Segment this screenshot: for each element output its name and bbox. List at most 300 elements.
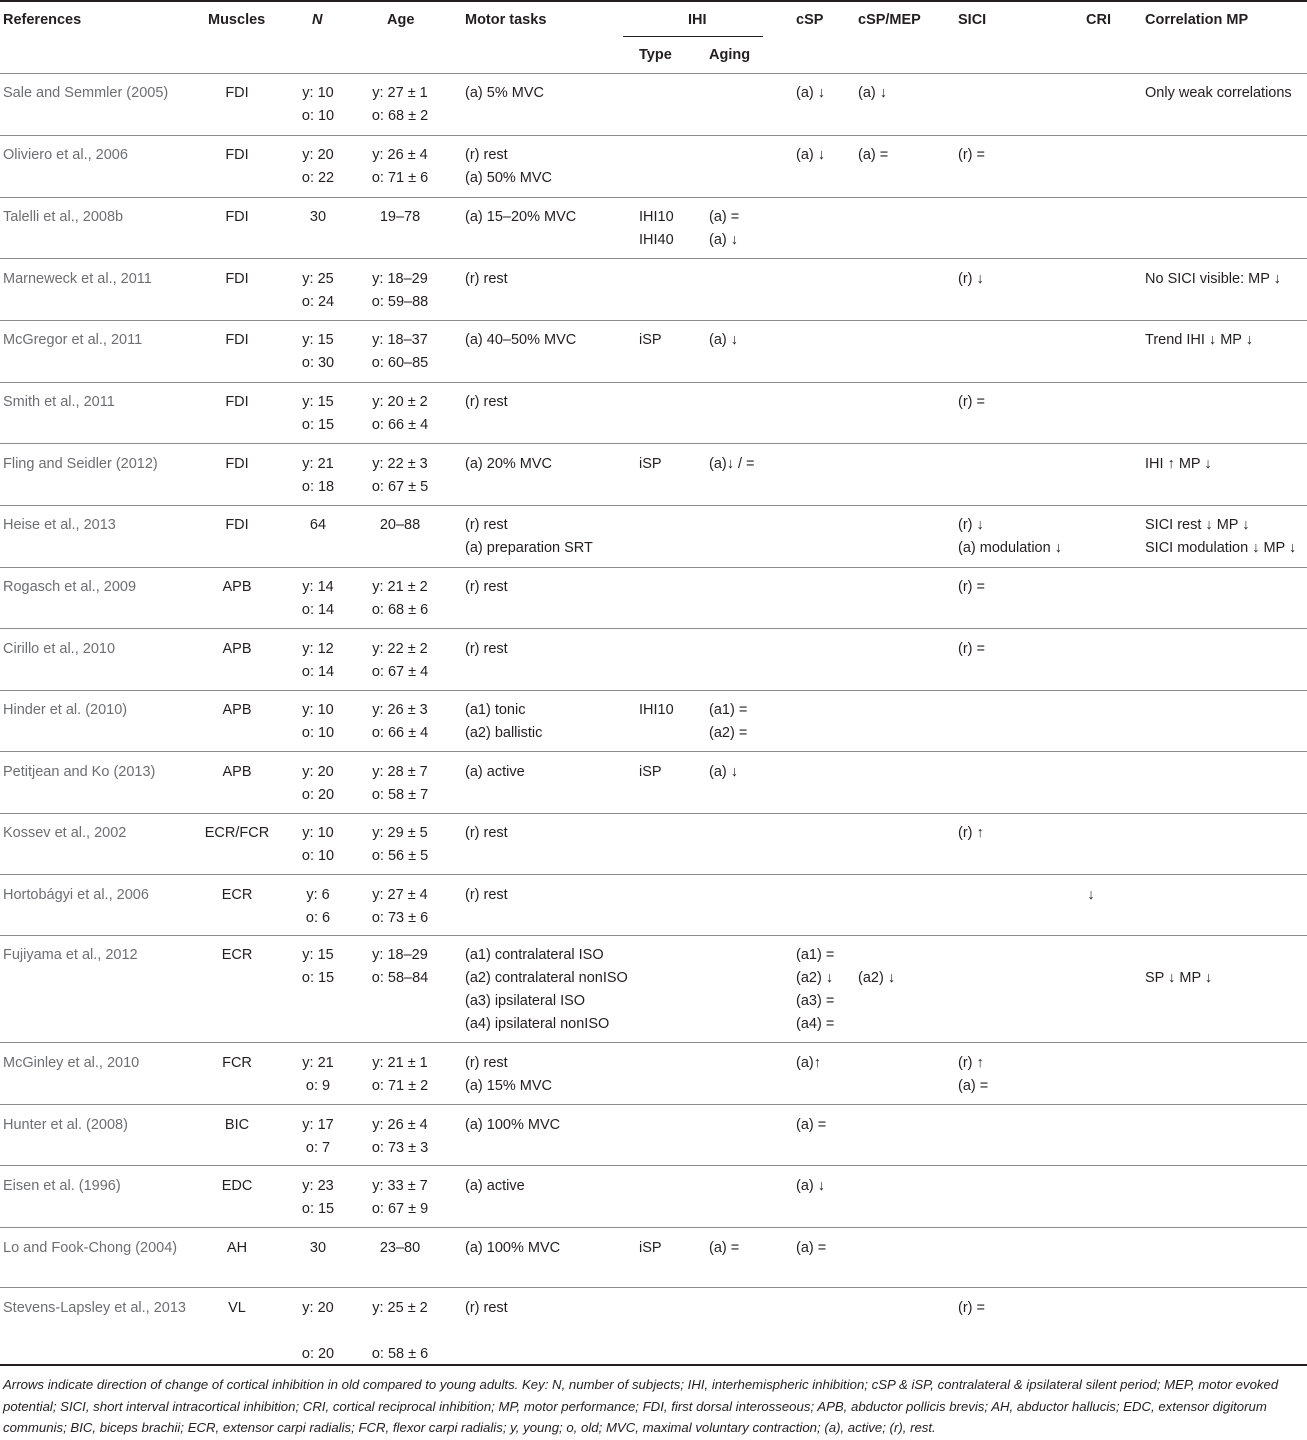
row-divider xyxy=(0,1165,1307,1166)
cell-line: o: 10 xyxy=(301,725,335,741)
cell-line: (r) rest xyxy=(465,1300,508,1316)
header-ihi: IHI xyxy=(688,12,707,28)
cell-reference xyxy=(3,1176,198,1197)
cell-line xyxy=(1031,699,1151,722)
cell-line xyxy=(1031,1052,1151,1075)
cell-line xyxy=(1031,1297,1151,1320)
cell-line: FDI xyxy=(225,209,249,225)
cell-line: y: 26 ± 4 xyxy=(372,1117,428,1133)
cell-reference xyxy=(3,269,198,290)
row-divider xyxy=(0,628,1307,629)
cell-line: APB xyxy=(222,702,252,718)
cell-line: AH xyxy=(226,1240,248,1256)
cell-line: (a) = xyxy=(796,1240,827,1256)
cell-correlation-mp xyxy=(1145,453,1212,476)
cell-ihi-type xyxy=(639,761,662,784)
cell-cri xyxy=(1031,1114,1151,1137)
cell-line: (r) rest xyxy=(465,825,508,841)
cell-ihi-aging xyxy=(709,453,755,476)
cell-reference xyxy=(3,823,198,844)
cell-ihi-aging xyxy=(709,761,738,784)
cell-line: (r) ↓ xyxy=(958,517,984,533)
cell-ihi-type xyxy=(639,329,662,352)
header-ihi-type: Type xyxy=(639,47,672,63)
header-references: References xyxy=(3,12,82,28)
cell-line: (r) rest xyxy=(465,517,508,533)
cell-correlation-mp xyxy=(1145,944,1212,990)
cell-line: (a) = xyxy=(958,1078,989,1094)
cell-age xyxy=(340,1297,460,1366)
cell-reference xyxy=(3,945,198,966)
cell-age xyxy=(340,761,460,807)
cell-motor-tasks xyxy=(465,268,508,291)
cell-line: o: 66 ± 4 xyxy=(371,417,429,433)
cell-line: y: 29 ± 5 xyxy=(372,825,428,841)
cell-age xyxy=(340,638,460,684)
cell-line: iSP xyxy=(639,456,662,472)
cell-line: 30 xyxy=(309,1240,327,1256)
cell-line: o: 58–84 xyxy=(371,970,429,986)
cell-line: y: 21 xyxy=(302,456,334,472)
header-muscles: Muscles xyxy=(208,12,266,28)
cell-line: IHI ↑ MP ↓ xyxy=(1145,456,1212,472)
cell-line: (a3) = xyxy=(796,993,835,1009)
ihi-header-rule xyxy=(623,36,763,37)
cell-line: SICI rest ↓ MP ↓ xyxy=(1145,517,1250,533)
cell-line xyxy=(1031,1237,1151,1260)
header-correlation-mp: Correlation MP xyxy=(1145,12,1249,28)
cell-line: 30 xyxy=(309,209,327,225)
row-divider xyxy=(0,1287,1307,1288)
cell-cri xyxy=(1031,329,1151,352)
cell-line: (a) 15–20% MVC xyxy=(465,209,577,225)
cell-sici xyxy=(958,1297,985,1320)
cell-age xyxy=(340,1114,460,1160)
cell-line: SICI modulation ↓ MP ↓ xyxy=(1145,540,1297,556)
cell-motor-tasks xyxy=(465,638,508,661)
cell-line: Marneweck et al., 2011 xyxy=(3,271,152,287)
cell-line: y: 15 xyxy=(302,332,334,348)
cell-line: o: 10 xyxy=(301,108,335,124)
cell-age xyxy=(340,391,460,437)
cell-line: y: 20 xyxy=(302,764,334,780)
cell-ihi-type xyxy=(639,1237,662,1260)
cell-cri xyxy=(1031,576,1151,599)
cell-motor-tasks xyxy=(465,1052,552,1098)
cell-motor-tasks xyxy=(465,514,593,560)
cell-line: y: 22 ± 2 xyxy=(372,641,428,657)
cell-line xyxy=(1031,82,1151,105)
cell-line xyxy=(1031,206,1151,229)
cell-line: (r) rest xyxy=(465,1055,508,1071)
cell-cri xyxy=(1031,944,1151,967)
cell-age xyxy=(340,453,460,499)
row-divider xyxy=(0,320,1307,321)
cell-cri xyxy=(1031,761,1151,784)
cell-line: Heise et al., 2013 xyxy=(3,517,116,533)
cell-line: (a1) tonic xyxy=(465,702,526,718)
cell-line xyxy=(1031,944,1151,967)
cell-age xyxy=(340,884,460,930)
cell-line: (a) = xyxy=(709,1240,740,1256)
cell-csp xyxy=(796,944,834,1036)
cell-line: Fujiyama et al., 2012 xyxy=(3,947,138,963)
cell-line: y: 10 xyxy=(302,85,334,101)
cell-reference xyxy=(3,762,198,783)
row-divider xyxy=(0,690,1307,691)
cell-cri xyxy=(1031,1052,1151,1075)
cell-age xyxy=(340,944,460,990)
cell-reference xyxy=(3,207,198,228)
cell-age xyxy=(340,82,460,128)
cell-line: Kossev et al., 2002 xyxy=(3,825,127,841)
cell-line: o: 20 xyxy=(301,1346,335,1362)
cell-line: (a2) ↓ xyxy=(858,970,896,986)
cell-line: APB xyxy=(222,764,252,780)
cell-cri xyxy=(1031,391,1151,414)
cell-sici xyxy=(958,391,985,414)
cell-line: (a) 50% MVC xyxy=(465,170,553,186)
cell-motor-tasks xyxy=(465,206,576,229)
cell-ihi-type xyxy=(639,206,674,252)
cell-line: (a) 15% MVC xyxy=(465,1078,553,1094)
cell-line: o: 68 ± 6 xyxy=(371,602,429,618)
cell-line: (a) ↓ xyxy=(796,147,825,163)
cell-line: o: 71 ± 6 xyxy=(371,170,429,186)
cell-line: y: 20 ± 2 xyxy=(372,394,428,410)
cell-line: o: 58 ± 6 xyxy=(371,1346,429,1362)
cell-motor-tasks xyxy=(465,453,552,476)
cell-line: (a) 100% MVC xyxy=(465,1240,561,1256)
cell-line: Sale and Semmler (2005) xyxy=(3,85,169,101)
cell-reference xyxy=(3,515,198,536)
cell-line: (a) ↓ xyxy=(858,85,887,101)
cell-line: (a) ↓ xyxy=(709,764,738,780)
cell-line: ↓ xyxy=(1087,887,1095,903)
cell-cri xyxy=(1031,1297,1151,1320)
cell-reference xyxy=(3,392,198,413)
cell-line: (a) 100% MVC xyxy=(465,1117,561,1133)
cell-line: (r) = xyxy=(958,1300,985,1316)
cell-ihi-aging xyxy=(709,1237,739,1260)
cell-sici xyxy=(958,638,985,661)
cell-reference xyxy=(3,577,198,598)
cell-reference xyxy=(3,145,198,166)
row-divider xyxy=(0,443,1307,444)
row-divider xyxy=(0,1104,1307,1105)
cell-age xyxy=(340,822,460,868)
cell-line: o: 73 ± 3 xyxy=(371,1140,429,1156)
cell-sici xyxy=(958,144,985,167)
cell-line: (a) 40–50% MVC xyxy=(465,332,577,348)
cell-line: Hunter et al. (2008) xyxy=(3,1117,128,1133)
cell-line: y: 18–37 xyxy=(372,332,428,348)
cell-line: VL xyxy=(228,1300,246,1316)
cell-line: o: 15 xyxy=(301,1201,335,1217)
cell-csp-mep xyxy=(858,82,887,105)
cell-sici xyxy=(958,1052,988,1098)
cell-reference xyxy=(3,1238,198,1259)
header-motor-tasks: Motor tasks xyxy=(465,12,547,28)
cell-motor-tasks xyxy=(465,82,544,105)
cell-line: (a3) ipsilateral ISO xyxy=(465,993,586,1009)
cell-line: ECR xyxy=(221,947,253,963)
cell-line: 64 xyxy=(309,517,327,533)
header-age: Age xyxy=(387,12,415,28)
cell-line xyxy=(1031,329,1151,352)
cell-line: (r) rest xyxy=(465,887,508,903)
cell-line: o: 67 ± 9 xyxy=(371,1201,429,1217)
cell-line: 20–88 xyxy=(379,517,421,533)
cell-cri xyxy=(1031,268,1151,291)
cell-reference xyxy=(3,1115,198,1136)
cell-line: IHI10 xyxy=(639,209,674,225)
cell-line: y: 27 ± 1 xyxy=(372,85,428,101)
cell-line: y: 22 ± 3 xyxy=(372,456,428,472)
cell-csp xyxy=(796,144,825,167)
cell-line: (r) rest xyxy=(465,579,508,595)
row-divider xyxy=(0,567,1307,568)
cell-reference xyxy=(3,700,198,721)
cell-line: o: 7 xyxy=(305,1140,331,1156)
cell-ihi-aging xyxy=(709,206,739,252)
cell-line: y: 25 ± 2 xyxy=(372,1300,428,1316)
cell-line: o: 15 xyxy=(301,417,335,433)
cell-reference xyxy=(3,885,198,906)
cell-line: o: 22 xyxy=(301,170,335,186)
cell-line: (r) ↓ xyxy=(958,271,984,287)
cell-line: (a) = xyxy=(858,147,889,163)
cell-line xyxy=(1031,268,1151,291)
cell-line: FDI xyxy=(225,332,249,348)
cell-line: o: 66 ± 4 xyxy=(371,725,429,741)
cell-line: y: 10 xyxy=(302,825,334,841)
cell-reference xyxy=(3,330,198,351)
cell-line: (a2) ballistic xyxy=(465,725,543,741)
cell-line: y: 25 xyxy=(302,271,334,287)
cell-ihi-aging xyxy=(709,329,738,352)
cell-line: (a2) ↓ xyxy=(796,970,834,986)
cell-line: Oliviero et al., 2006 xyxy=(3,147,128,163)
cell-motor-tasks xyxy=(465,1114,560,1137)
cell-line: (a) preparation SRT xyxy=(465,540,593,556)
cell-line: No SICI visible: MP ↓ xyxy=(1145,271,1281,287)
cell-line: o: 71 ± 2 xyxy=(371,1078,429,1094)
cell-motor-tasks xyxy=(465,1175,525,1198)
cell-line: (r) = xyxy=(958,641,985,657)
cell-line: FDI xyxy=(225,271,249,287)
cell-line: EDC xyxy=(221,1178,253,1194)
cell-line: y: 21 ± 2 xyxy=(372,579,428,595)
cell-line: Rogasch et al., 2009 xyxy=(3,579,137,595)
cell-line: y: 21 xyxy=(302,1055,334,1071)
row-divider xyxy=(0,1042,1307,1043)
cell-line: 23–80 xyxy=(379,1240,421,1256)
cell-line: y: 26 ± 4 xyxy=(372,147,428,163)
cell-line xyxy=(1031,514,1151,537)
cell-age xyxy=(340,206,460,229)
cell-line: y: 20 xyxy=(302,147,334,163)
cell-motor-tasks xyxy=(465,884,508,907)
cell-line: Talelli et al., 2008b xyxy=(3,209,124,225)
cell-line: Hortobágyi et al., 2006 xyxy=(3,887,149,903)
cell-age xyxy=(340,1237,460,1260)
cell-csp xyxy=(796,1114,826,1137)
cell-line: y: 27 ± 4 xyxy=(372,887,428,903)
cell-line: (a) 5% MVC xyxy=(465,85,544,101)
header-bottom-rule xyxy=(0,73,1307,74)
cell-line: y: 21 ± 1 xyxy=(372,1055,428,1071)
cell-age xyxy=(340,1175,460,1221)
cell-sici xyxy=(958,822,984,845)
row-divider xyxy=(0,258,1307,259)
cell-line: Trend IHI ↓ MP ↓ xyxy=(1145,332,1253,348)
cell-cri xyxy=(1031,82,1151,105)
cell-line: (a) 20% MVC xyxy=(465,456,553,472)
cell-motor-tasks xyxy=(465,761,525,784)
cell-age xyxy=(340,576,460,622)
cell-age xyxy=(340,144,460,190)
cell-cri xyxy=(1031,638,1151,661)
cell-cri xyxy=(1031,1237,1151,1260)
cell-line: (r) = xyxy=(958,394,985,410)
cell-age xyxy=(340,1052,460,1098)
cell-line: (a1) = xyxy=(709,702,748,718)
cell-line: y: 17 xyxy=(302,1117,334,1133)
cell-line: (a) = xyxy=(709,209,740,225)
cell-sici xyxy=(958,268,984,291)
cell-line xyxy=(1145,944,1212,967)
cell-line: IHI40 xyxy=(639,232,674,248)
cell-line: (r) rest xyxy=(465,394,508,410)
cell-motor-tasks xyxy=(465,1237,560,1260)
cell-line: FDI xyxy=(225,85,249,101)
cell-line: IHI10 xyxy=(639,702,674,718)
cell-line: (a1) = xyxy=(796,947,835,963)
cell-line: iSP xyxy=(639,332,662,348)
table-bottom-rule xyxy=(0,1364,1307,1366)
cell-line: (r) = xyxy=(958,147,985,163)
cell-line: (r) = xyxy=(958,579,985,595)
cell-line: FDI xyxy=(225,147,249,163)
cell-correlation-mp xyxy=(1145,82,1292,105)
cell-line: (a) = xyxy=(796,1117,827,1133)
cell-line: (r) rest xyxy=(465,271,508,287)
cell-csp xyxy=(796,1052,821,1075)
cell-line: (a2) = xyxy=(709,725,748,741)
cell-line: y: 28 ± 7 xyxy=(372,764,428,780)
cell-line xyxy=(340,1320,460,1343)
cell-line xyxy=(1031,1175,1151,1198)
cell-line: Eisen et al. (1996) xyxy=(3,1178,121,1194)
cell-line: o: 58 ± 7 xyxy=(371,787,429,803)
row-divider xyxy=(0,505,1307,506)
cell-correlation-mp xyxy=(1145,329,1253,352)
cell-line: o: 56 ± 5 xyxy=(371,848,429,864)
cell-line: o: 14 xyxy=(301,664,335,680)
cell-line: (a1) contralateral ISO xyxy=(465,947,604,963)
cell-cri xyxy=(1031,514,1151,537)
row-divider xyxy=(0,935,1307,936)
cell-line: y: 15 xyxy=(302,394,334,410)
cell-line: (a)↓ / = xyxy=(709,456,755,472)
cell-line: (a4) = xyxy=(796,1016,835,1032)
cell-line: (a) ↓ xyxy=(709,232,738,248)
cell-csp-mep xyxy=(858,944,895,990)
cell-line: o: 18 xyxy=(301,479,335,495)
cell-line: iSP xyxy=(639,1240,662,1256)
cell-reference xyxy=(3,639,198,660)
cell-reference xyxy=(3,83,198,104)
cell-line: o: 60–85 xyxy=(371,355,429,371)
cell-motor-tasks xyxy=(465,144,552,190)
cell-line xyxy=(1031,453,1151,476)
cell-line: y: 23 xyxy=(302,1178,334,1194)
cell-motor-tasks xyxy=(465,391,508,414)
cell-line: iSP xyxy=(639,764,662,780)
cell-cri xyxy=(1031,822,1151,845)
cell-line: Lo and Fook-Chong (2004) xyxy=(3,1240,178,1256)
cell-line: (a4) ipsilateral nonISO xyxy=(465,1016,610,1032)
cell-csp xyxy=(796,1175,825,1198)
cell-line xyxy=(1031,822,1151,845)
cell-csp-mep xyxy=(858,144,888,167)
header-n: N xyxy=(312,12,323,28)
cell-line: Cirillo et al., 2010 xyxy=(3,641,116,657)
cell-line: o: 68 ± 2 xyxy=(371,108,429,124)
cell-line: o: 6 xyxy=(305,910,331,926)
cell-reference xyxy=(3,1298,198,1319)
cell-line: y: 20 xyxy=(302,1300,334,1316)
cell-cri xyxy=(1031,144,1151,167)
cell-line: o: 10 xyxy=(301,848,335,864)
table-caption: Arrows indicate direction of change of cortical inhibition in old compared to young adults. Key: N, number of subjects; IHI, interhemispheric inhibition; cSP & iSP, contralateral & ipsilateral silent period; MEP, motor evoked potential; SICI, short interval intracortical inhibition; CRI, cortical reciprocal inhibition; MP, motor performance; FDI, first dorsal interosseous; APB, abductor pollicis brevis; AH, abductor hallucis; EDC, extensor digitorum communis; BIC, biceps brachii; ECR, extensor carpi radialis; FCR, flexor carpi radialis; y, young; o, old; MVC, maximal voluntary contraction; (a), active; (r), rest. xyxy=(3,1377,1279,1435)
cell-age xyxy=(340,514,460,537)
cell-age xyxy=(340,699,460,745)
cell-line: o: 14 xyxy=(301,602,335,618)
cell-line: y: 14 xyxy=(302,579,334,595)
cell-line: o: 67 ± 5 xyxy=(371,479,429,495)
cell-line: Fling and Seidler (2012) xyxy=(3,456,158,472)
cell-line xyxy=(1031,761,1151,784)
cell-motor-tasks xyxy=(465,699,542,745)
row-divider xyxy=(0,382,1307,383)
cell-line: (a) ↓ xyxy=(709,332,738,348)
cell-line: o: 24 xyxy=(301,294,335,310)
cell-line: (a)↑ xyxy=(796,1055,821,1071)
cell-ihi-type xyxy=(639,453,662,476)
cell-line: FCR xyxy=(222,1055,252,1071)
cell-motor-tasks xyxy=(465,1297,508,1320)
cell-line: McGregor et al., 2011 xyxy=(3,332,143,348)
cell-line: o: 20 xyxy=(301,787,335,803)
cell-age xyxy=(340,329,460,375)
cell-line: FDI xyxy=(225,394,249,410)
table-top-rule xyxy=(0,0,1307,2)
cell-line: (r) rest xyxy=(465,147,508,163)
cell-correlation-mp xyxy=(1145,268,1281,291)
header-csp-mep: cSP/MEP xyxy=(858,12,921,28)
cell-reference xyxy=(3,1053,198,1074)
cell-motor-tasks xyxy=(465,329,576,352)
row-divider xyxy=(0,751,1307,752)
cell-cri xyxy=(1031,884,1151,907)
cell-line: 19–78 xyxy=(379,209,421,225)
cell-ihi-type xyxy=(639,699,674,722)
cell-line xyxy=(858,944,895,967)
cell-line: (r) ↑ xyxy=(958,1055,984,1071)
cell-line: (r) rest xyxy=(465,641,508,657)
